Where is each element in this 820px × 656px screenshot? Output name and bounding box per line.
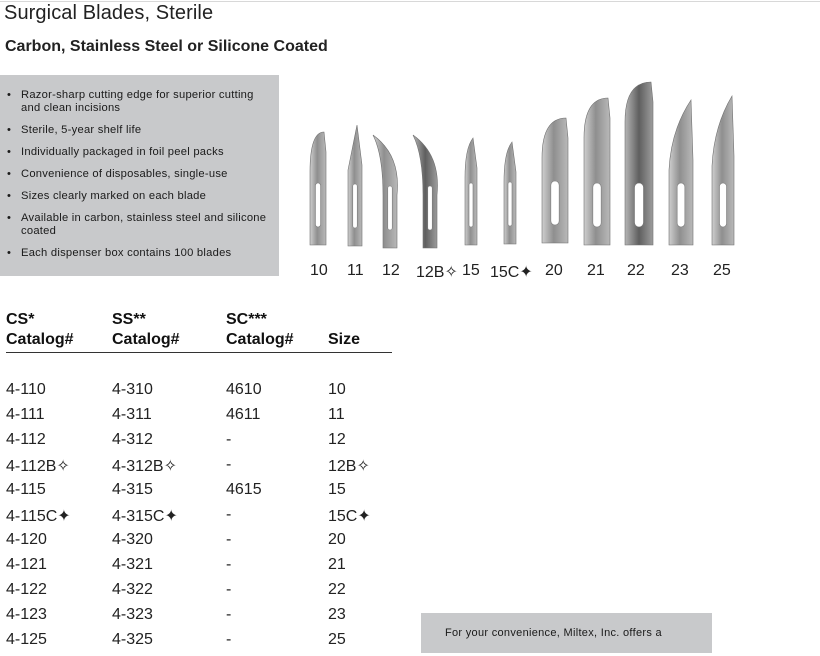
table-row: [6, 506, 406, 531]
feature-item: • Sizes clearly marked on each blade: [6, 190, 271, 203]
table-row: [6, 431, 406, 456]
ss-catalog-cell: 4-323: [112, 606, 153, 623]
ss-catalog-cell: 4-315: [112, 481, 153, 498]
blade-size-label: 10: [310, 262, 328, 279]
cs-catalog-cell: 4-123: [6, 606, 47, 623]
blade-size-label: 21: [587, 262, 605, 279]
sc-catalog-cell: 4610: [226, 381, 262, 398]
blade-size-label: 12: [382, 262, 400, 279]
blade-slot: [508, 182, 512, 226]
blade-shape: [373, 135, 398, 248]
blade-size-label: 15C✦: [490, 264, 533, 281]
notice-text: For your convenience, Miltex, Inc. offers a: [445, 627, 662, 639]
blade-slot: [353, 184, 357, 228]
sc-catalog-cell: -: [226, 556, 232, 573]
ss-catalog-cell: 4-315C✦: [112, 508, 178, 525]
blade-slot: [388, 186, 392, 230]
size-cell: 20: [328, 531, 346, 548]
cs-catalog-cell: 4-125: [6, 631, 47, 648]
feature-item: • Razor-sharp cutting edge for superior cutting and clean incisions: [6, 89, 271, 115]
ss-catalog-cell: 4-312B✧: [112, 458, 177, 475]
cs-catalog-cell: 4-111: [6, 406, 45, 423]
features-panel: [0, 75, 279, 276]
sc-catalog-cell: -: [226, 606, 232, 623]
size-cell: 11: [328, 406, 345, 423]
blade-size-label: 25: [713, 262, 731, 279]
blade-size-label: 11: [347, 262, 364, 279]
size-cell: 21: [328, 556, 346, 573]
size-cell: 12B✧: [328, 458, 370, 475]
blade-size-label: 20: [545, 262, 563, 279]
blade-slot: [469, 183, 473, 227]
blade-size-label: 15: [462, 262, 480, 279]
blade-slot: [428, 186, 432, 230]
features-list: [6, 89, 271, 260]
sc-catalog-cell: -: [226, 506, 232, 523]
ss-catalog-cell: 4-321: [112, 556, 153, 573]
cs-catalog-cell: 4-110: [6, 381, 46, 398]
size-cell: 25: [328, 631, 346, 648]
feature-item: • Sterile, 5-year shelf life: [6, 124, 271, 137]
header-cs-catalog: CS* Catalog#: [6, 311, 74, 348]
size-cell: 15: [328, 481, 346, 498]
sc-catalog-cell: 4611: [226, 406, 261, 423]
blade-slot: [635, 183, 644, 227]
sc-catalog-cell: -: [226, 581, 232, 598]
cs-catalog-cell: 4-112B✧: [6, 458, 70, 475]
header-ss-catalog: SS** Catalog#: [112, 311, 180, 348]
size-cell: 22: [328, 581, 346, 598]
table-row: [6, 456, 406, 481]
table-row: [6, 406, 406, 431]
table-row: [6, 481, 406, 506]
ss-catalog-cell: 4-311: [112, 406, 152, 423]
cs-catalog-cell: 4-112: [6, 431, 46, 448]
cs-catalog-cell: 4-115: [6, 481, 46, 498]
blade-size-labels: [300, 262, 770, 284]
table-row: [6, 631, 406, 656]
blade-size-label: 12B✧: [416, 264, 458, 281]
blade-slot: [719, 183, 726, 227]
table-row: [6, 531, 406, 556]
feature-item: • Convenience of disposables, single-use: [6, 168, 271, 181]
blade-slot: [551, 181, 559, 225]
table-row: [6, 581, 406, 606]
feature-item: • Individually packaged in foil peel packs: [6, 146, 271, 159]
ss-catalog-cell: 4-312: [112, 431, 153, 448]
blades-illustration: [300, 80, 760, 255]
page-title: Surgical Blades, Sterile: [4, 2, 214, 24]
cs-catalog-cell: 4-115C✦: [6, 508, 71, 525]
size-cell: 15C✦: [328, 508, 371, 525]
table-row: [6, 606, 406, 631]
notice-box: [421, 613, 712, 653]
header-rule: [6, 352, 392, 353]
sc-catalog-cell: -: [226, 531, 232, 548]
feature-item: • Each dispenser box contains 100 blades: [6, 247, 271, 260]
ss-catalog-cell: 4-322: [112, 581, 153, 598]
page-subtitle: Carbon, Stainless Steel or Silicone Coated: [5, 38, 328, 55]
blade-size-label: 23: [671, 262, 689, 279]
sc-catalog-cell: -: [226, 431, 232, 448]
blade-size-label: 22: [627, 262, 645, 279]
sc-catalog-cell: 4615: [226, 481, 262, 498]
ss-catalog-cell: 4-325: [112, 631, 153, 648]
blade-slot: [593, 183, 601, 227]
ss-catalog-cell: 4-320: [112, 531, 153, 548]
blade-slot: [677, 183, 685, 227]
cs-catalog-cell: 4-120: [6, 531, 47, 548]
blade-shape: [413, 135, 438, 248]
header-size: Size: [328, 331, 361, 348]
sc-catalog-cell: -: [226, 456, 232, 473]
ss-catalog-cell: 4-310: [112, 381, 153, 398]
size-cell: 23: [328, 606, 346, 623]
table-row: [6, 381, 406, 406]
table-row: [6, 556, 406, 581]
feature-item: • Available in carbon, stainless steel and silicone coated: [6, 212, 271, 238]
blade-slot: [315, 183, 320, 227]
header-sc-catalog: SC*** Catalog#: [226, 311, 294, 348]
sc-catalog-cell: -: [226, 631, 232, 648]
size-cell: 12: [328, 431, 346, 448]
cs-catalog-cell: 4-122: [6, 581, 47, 598]
cs-catalog-cell: 4-121: [6, 556, 47, 573]
size-cell: 10: [328, 381, 346, 398]
